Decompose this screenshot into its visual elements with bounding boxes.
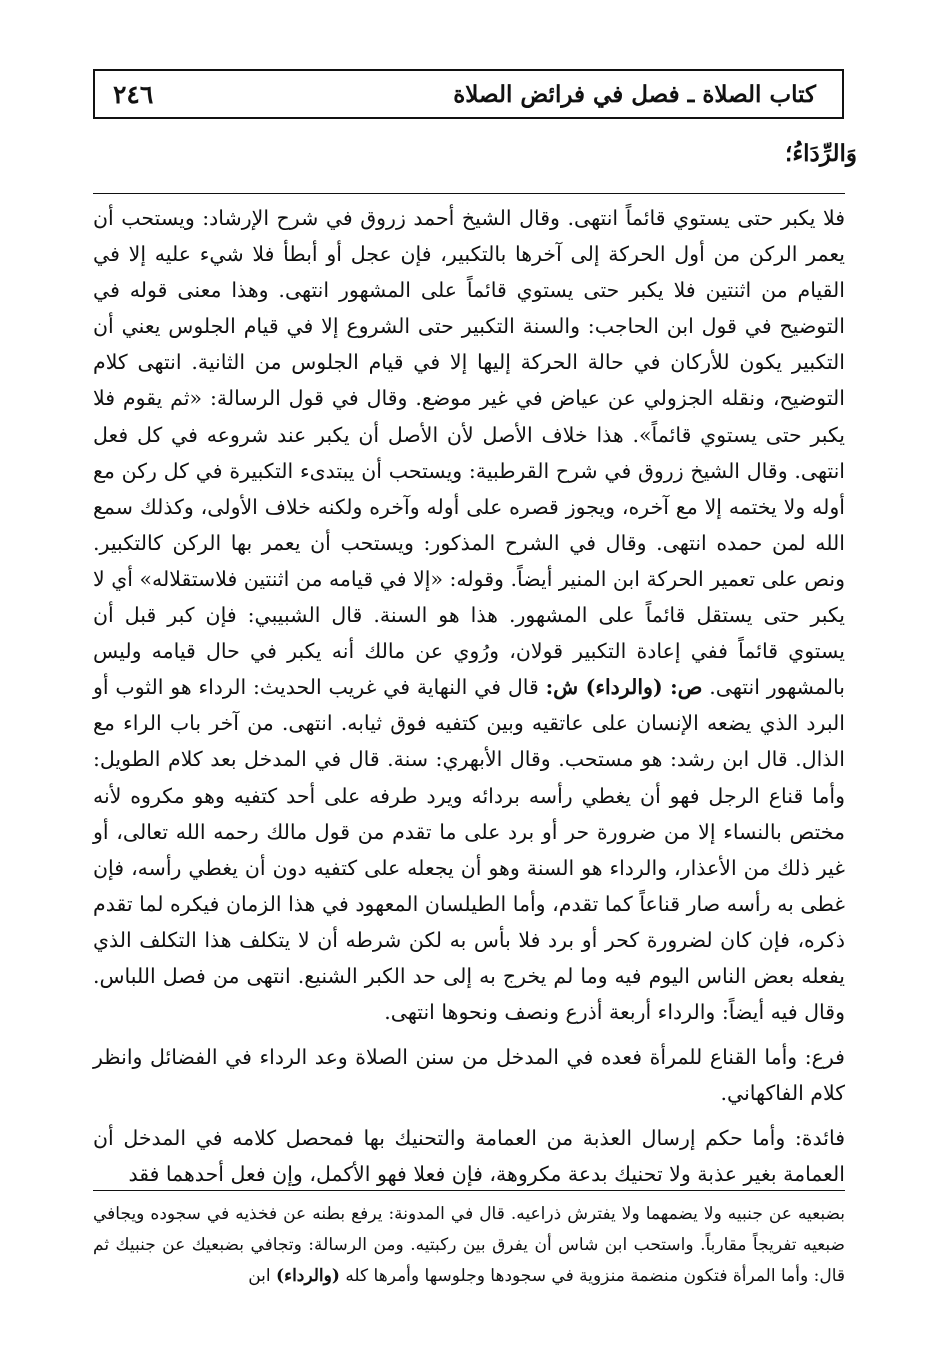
- footnote-tail: ابن: [248, 1266, 271, 1286]
- footnotes: [93, 1199, 845, 1292]
- page-number: ٢٤٦: [113, 79, 154, 109]
- footnote-paragraph: [93, 1199, 845, 1292]
- commentary-body: [93, 200, 845, 1193]
- footnote-divider: [93, 1190, 845, 1191]
- commentary-paragraph: فائدة: وأما حكم إرسال العذبة من العمامة والتحنيك بها فمحصل كلامه في المدخل أن العمامة بغير عذبة ولا تحنيك بدعة مكروهة، فإن فعلا فهو الأكمل، وإن فعل أحدهما فقد: [93, 1126, 845, 1187]
- commentary-paragraph: فرع: وأما القناع للمرأة فعده في المدخل من سنن الصلاة وعد الرداء في الفضائل وانظر كلام الفاكهاني.: [93, 1045, 845, 1106]
- footnote-matn-citation: (والرداء): [276, 1266, 340, 1286]
- commentary-text: قال في النهاية في غريب الحديث: الرداء هو الثوب أو البرد الذي يضعه الإنسان على عاتقيه وبين كتفيه فوق ثيابه. انتهى. من آخر باب الراء مع الذال. قال ابن رشد: هو مستحب. وقال الأبهري: سنة. قال في المدخل بعد كلام الطويل: وأما قناع الرجل فهو أن يغطي رأسه بردائه ويرد طرفه على أحد كتفيه وهو مكروه لأنه مختص بالنساء إلا من ضرورة حر أو برد على ما تقدم من قول مالك رحمه الله تعالى، أو غير ذلك من الأعذار، والرداء هو السنة وهو أن يجعله على كتفيه دون أن يغطي رأسه، فإن غطى به رأسه صار قناعاً كما تقدم، وأما الطيلسان المعهود في هذا الزمان فيكره لما تقدم ذكره، فإن كان لضرورة كحر أو برد فلا بأس به لكن شرطه أن لا يتكلف هذا التكلف الذي يفعله بعض الناس اليوم فيه وما لم يخرج به إلى حد الكبر الشنيع. انتهى من فصل اللباس. وقال فيه أيضاً: والرداء أربعة أذرع ونصف ونحوها انتهى.: [93, 675, 845, 1025]
- commentary-paragraph: [93, 200, 845, 1030]
- commentary-text: فلا يكبر حتى يستوي قائماً انتهى. وقال الشيخ أحمد زروق في شرح الإرشاد: ويستحب أن يعمر الركن من أول الحركة إلى آخرها بالتكبير، فإن عجل أو أبطأ فلا شيء عليه إلا في القيام من اثنتين فلا يكبر حتى يستوي قائماً على المشهور انتهى. وهذا معنى قوله في التوضيح في قول ابن الحاجب: والسنة التكبير حتى الشروع إلا في قيام الجلوس يعني أن التكبير يكون للأركان في حالة الحركة إليها إلا في قيام الجلوس من الثانية. انتهى كلام التوضيح، ونقله الجزولي عن عياض في غير موضع. وقال في قول الرسالة: «ثم يقوم فلا يكبر حتى يستوي قائماً». هذا خلاف الأصل لأن الأصل أن يكبر عند شروعه في كل فعل انتهى. وقال الشيخ زروق في شرح القرطبية: ويستحب أن يبتدىء التكبيرة في كل ركن مع أوله ولا يختمه إلا مع آخره، ويجوز قصره على أوله وآخره ولكنه خلاف الأولى، وكذلك سمع الله لمن حمده انتهى. وقال في الشرح المذكور: ويستحب أن يعمر بها الركن كالتكبير. ونص على تعمير الحركة ابن المنير أيضاً. وقوله: «إلا في قيامه من اثنتين فلاستقلاله» أي لا يكبر حتى يستقل قائماً على المشهور. هذا هو السنة. قال الشبيبي: فإن كبر قبل أن يستوي قائماً ففي إعادة التكبير قولان، ورُوي عن مالك أنه يكبر في حال قيامه وليس بالمشهور انتهى.: [93, 206, 845, 700]
- matn-divider: [93, 193, 845, 194]
- running-header: [93, 69, 844, 119]
- matn-text: وَالرِّدَاءُ؛: [785, 140, 857, 167]
- footnote-text: بضبعيه عن جنبيه ولا يضمهما ولا يفترش ذراعيه. قال في المدونة: يرفع بطنه عن فخذيه في سجوده ويجافي ضبعيه تفريجاً مقارباً. واستحب ابن شاس أن يفرق بين ركبتيه. ومن الرسالة: وتجافي بضبعيك عن جنبيك ثم قال: وأما المرأة فتكون منضمة منزوية في سجودها وجلوسها وأمرها كله: [93, 1204, 845, 1286]
- running-title: كتاب الصلاة ـ فصل في فرائض الصلاة: [453, 80, 816, 108]
- matn-citation: ص: (والرداء) ش:: [545, 675, 703, 700]
